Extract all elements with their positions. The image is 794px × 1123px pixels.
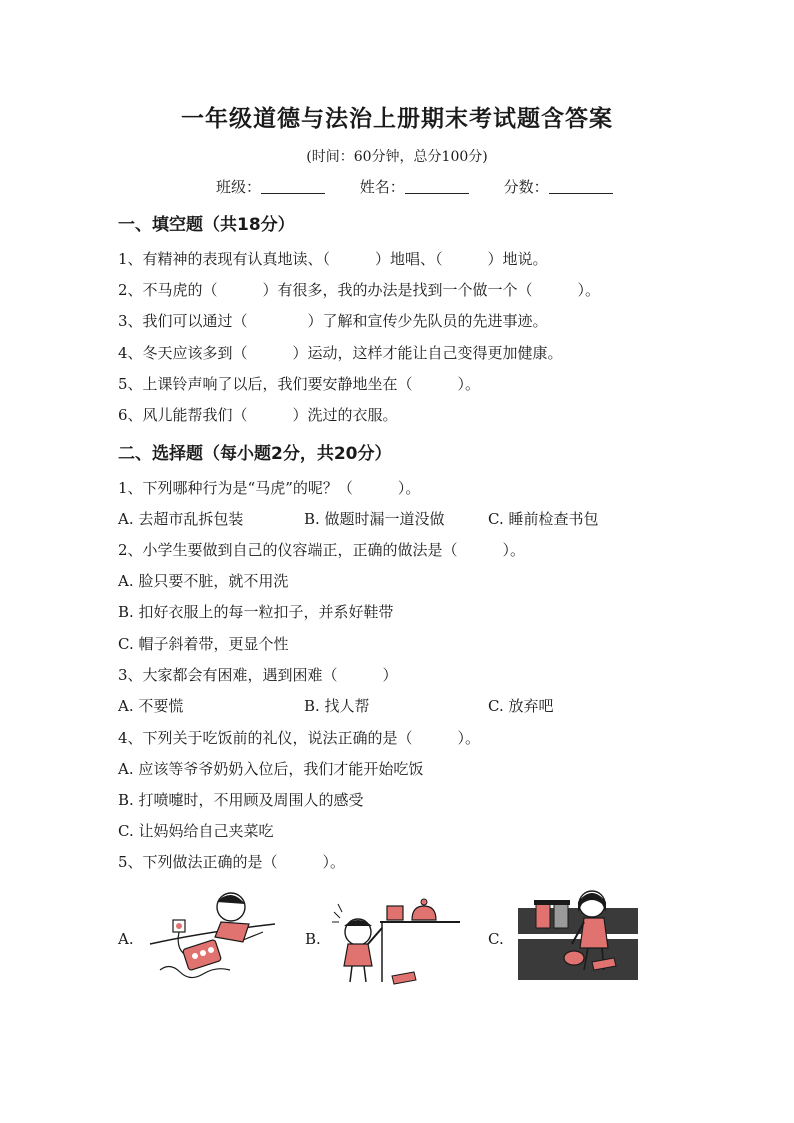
choice-q5-option-a[interactable]: A.	[118, 930, 134, 948]
exam-time-note: (时间：60分钟，总分100分)	[306, 149, 488, 165]
choice-q4-option-b[interactable]: B. 打喷嚏时，不用顾及周围人的感受	[118, 791, 364, 809]
child-playing-with-socket-illustration	[145, 882, 285, 982]
section2-heading: 二、选择题（每小题2分，共20分）	[118, 444, 392, 464]
fill-item-4: 4、冬天应该多到（ ）运动，这样才能让自己变得更加健康。	[118, 344, 563, 362]
fill-item-3: 3、我们可以通过（ ）了解和宣传少先队员的先进事迹。	[118, 312, 548, 330]
choice-q1-stem: 1、下列哪种行为是“马虎”的呢？（ ）。	[118, 479, 421, 497]
class-blank[interactable]	[261, 179, 325, 194]
fill-item-2: 2、不马虎的（ ）有很多，我的办法是找到一个做一个（ ）。	[118, 281, 601, 299]
choice-q5-option-c[interactable]: C.	[488, 930, 504, 948]
choice-q1-option-c[interactable]: C. 睡前检查书包	[488, 510, 599, 528]
student-info-row	[216, 176, 643, 197]
choice-q4-option-c[interactable]: C. 让妈妈给自己夹菜吃	[118, 822, 274, 840]
choice-q2-option-a[interactable]: A. 脸只要不脏，就不用洗	[118, 572, 289, 590]
name-label: 姓名：	[359, 178, 405, 196]
choice-q3-option-c[interactable]: C. 放弃吧	[488, 697, 554, 715]
page-title: 一年级道德与法治上册期末考试题含答案	[181, 105, 613, 132]
choice-q1-option-b[interactable]: B. 做题时漏一道没做	[304, 510, 445, 528]
choice-q3-stem: 3、大家都会有困难，遇到困难（ ）	[118, 666, 398, 684]
class-label: 班级：	[216, 178, 262, 196]
child-reaching-table-illustration	[330, 892, 462, 986]
choice-q4-option-a[interactable]: A. 应该等爷爷奶奶入位后，我们才能开始吃饭	[118, 760, 424, 778]
score-label: 分数：	[503, 178, 549, 196]
child-picking-up-trash-illustration	[518, 882, 638, 980]
fill-item-5: 5、上课铃声响了以后，我们要安静地坐在（ ）。	[118, 375, 481, 393]
choice-q1-option-a[interactable]: A. 去超市乱拆包装	[118, 510, 244, 528]
choice-q4-stem: 4、下列关于吃饭前的礼仪，说法正确的是（ ）。	[118, 729, 481, 747]
score-field	[504, 176, 613, 197]
class-field	[216, 176, 325, 197]
choice-q3-option-b[interactable]: B. 找人帮	[304, 697, 370, 715]
name-field	[360, 176, 469, 197]
choice-q2-option-b[interactable]: B. 扣好衣服上的每一粒扣子，并系好鞋带	[118, 603, 394, 621]
choice-q3-option-a[interactable]: A. 不要慌	[118, 697, 184, 715]
choice-q5-stem: 5、下列做法正确的是（ ）。	[118, 853, 346, 871]
choice-q5-option-b[interactable]: B.	[305, 930, 321, 948]
name-blank[interactable]	[405, 179, 469, 194]
choice-q2-stem: 2、小学生要做到自己的仪容端正，正确的做法是（ ）。	[118, 541, 526, 559]
fill-item-6: 6、风儿能帮我们（ ）洗过的衣服。	[118, 406, 398, 424]
section1-heading: 一、填空题（共18分）	[118, 215, 295, 235]
choice-q2-option-c[interactable]: C. 帽子斜着带，更显个性	[118, 635, 289, 653]
score-blank[interactable]	[549, 179, 613, 194]
fill-item-1: 1、有精神的表现有认真地读、（ ）地唱、（ ）地说。	[118, 250, 548, 268]
